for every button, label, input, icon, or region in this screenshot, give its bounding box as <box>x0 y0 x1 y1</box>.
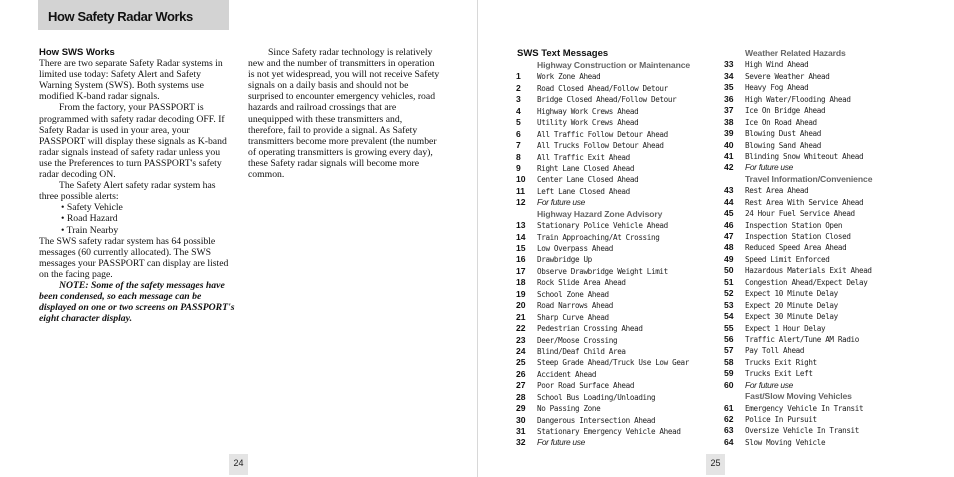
message-number: 46 <box>724 219 734 230</box>
message-row <box>516 277 722 288</box>
category-heading <box>516 60 722 71</box>
message-row <box>724 265 934 276</box>
message-text: Highway Work Crews Ahead <box>537 106 639 116</box>
message-number: 58 <box>724 356 734 367</box>
message-number: 36 <box>724 93 734 104</box>
message-row <box>724 208 934 219</box>
message-number: 37 <box>724 105 734 116</box>
message-row <box>724 162 934 173</box>
message-row <box>724 368 934 379</box>
message-row <box>516 369 722 380</box>
message-row <box>724 242 934 253</box>
message-number: 12 <box>516 197 526 208</box>
message-number: 27 <box>516 380 526 391</box>
message-text: Sharp Curve Ahead <box>537 312 609 322</box>
message-text: 24 Hour Fuel Service Ahead <box>745 209 855 219</box>
message-text: Blind/Deaf Child Area <box>537 346 626 356</box>
message-row <box>724 277 934 288</box>
message-number: 7 <box>516 140 521 151</box>
message-number: 53 <box>724 299 734 310</box>
message-number: 9 <box>516 162 521 173</box>
message-row <box>724 140 934 151</box>
message-text: Observe Drawbridge Weight Limit <box>537 266 668 276</box>
message-number: 41 <box>724 150 734 161</box>
message-row <box>516 94 722 105</box>
left-text-column <box>39 47 235 324</box>
message-text: Ice On Road Ahead <box>745 117 817 127</box>
note-text: NOTE: Some of the safety messages have been condensed, so each message can be displayed on one or two screens on PASSPORT's eight character display. <box>39 279 235 325</box>
message-row <box>724 117 934 128</box>
message-number: 30 <box>516 414 526 425</box>
message-text: Expect 30 Minute Delay <box>745 312 838 322</box>
message-row <box>516 197 722 208</box>
message-text: For future use <box>745 379 793 390</box>
message-number: 33 <box>724 59 734 70</box>
message-row <box>516 380 722 391</box>
message-row <box>724 185 934 196</box>
message-text: Blowing Sand Ahead <box>745 140 821 150</box>
message-row <box>516 335 722 346</box>
message-number: 61 <box>724 402 734 413</box>
message-number: 40 <box>724 139 734 150</box>
message-number: 13 <box>516 220 526 231</box>
middle-text-column <box>248 47 440 180</box>
message-text: Steep Grade Ahead/Truck Use Low Gear <box>537 358 689 368</box>
message-row <box>516 392 722 403</box>
message-text: Hazardous Materials Exit Ahead <box>745 266 872 276</box>
message-row <box>516 106 722 117</box>
message-row <box>724 128 934 139</box>
message-number: 47 <box>724 231 734 241</box>
message-row <box>516 426 722 437</box>
message-row <box>724 311 934 322</box>
message-text: Heavy Fog Ahead <box>745 83 809 93</box>
message-text: Bridge Closed Ahead/Follow Detour <box>537 95 677 105</box>
message-number: 16 <box>516 254 526 265</box>
message-text: Work Zone Ahead <box>537 72 601 82</box>
message-row <box>516 152 722 163</box>
message-number: 17 <box>516 265 526 276</box>
message-row <box>724 59 934 70</box>
message-text: School Bus Loading/Unloading <box>537 392 656 402</box>
message-row <box>724 254 934 265</box>
message-row <box>516 312 722 323</box>
category-heading <box>724 391 934 402</box>
message-text: Deer/Moose Crossing <box>537 335 618 345</box>
message-row <box>724 94 934 105</box>
message-text: Center Lane Closed Ahead <box>537 175 639 185</box>
message-number: 31 <box>516 426 526 436</box>
message-number: 22 <box>516 323 526 334</box>
message-row <box>724 345 934 356</box>
message-number: 19 <box>516 288 526 299</box>
message-number: 51 <box>724 276 734 287</box>
message-row <box>724 425 934 436</box>
message-text: All Trucks Follow Detour Ahead <box>537 141 664 151</box>
message-row <box>516 243 722 254</box>
section-heading: How SWS Works <box>39 47 115 58</box>
page-gutter <box>477 0 478 477</box>
message-row <box>516 71 722 82</box>
message-text: Pay Toll Ahead <box>745 346 805 356</box>
message-text: Expect 1 Hour Delay <box>745 323 826 333</box>
message-text: Inspection Station Open <box>745 220 843 230</box>
message-text: Expect 20 Minute Delay <box>745 300 838 310</box>
message-text: Ice On Bridge Ahead <box>745 106 826 116</box>
category-heading <box>724 48 934 59</box>
message-number: 62 <box>724 414 734 424</box>
page-title: How Safety Radar Works <box>48 9 193 24</box>
message-text: Blowing Dust Ahead <box>745 129 821 139</box>
message-row <box>516 415 722 426</box>
message-text: Stationary Police Vehicle Ahead <box>537 221 668 231</box>
message-row <box>516 174 722 185</box>
message-text: For future use <box>745 162 793 173</box>
message-row <box>516 140 722 151</box>
message-number: 35 <box>724 82 734 93</box>
bullet-item: • Train Nearby <box>61 224 119 236</box>
message-number: 11 <box>516 185 526 196</box>
message-row <box>516 186 722 197</box>
message-text: Rest Area With Service Ahead <box>745 197 864 207</box>
message-text: Inspection Station Closed <box>745 232 851 241</box>
message-row <box>724 197 934 208</box>
message-number: 8 <box>516 151 521 162</box>
message-row <box>724 323 934 334</box>
message-row <box>724 334 934 345</box>
message-text: Left Lane Closed Ahead <box>537 186 630 196</box>
message-number: 24 <box>516 345 526 356</box>
message-number: 6 <box>516 128 521 139</box>
message-number: 34 <box>724 70 734 81</box>
message-text: Low Overpass Ahead <box>537 244 613 253</box>
message-text: All Traffic Exit Ahead <box>537 152 630 162</box>
message-row <box>516 357 722 368</box>
paragraph-alerts: The Safety Alert safety radar system has three possible alerts: <box>39 180 216 203</box>
message-text: For future use <box>537 197 585 208</box>
category-label: Fast/Slow Moving Vehicles <box>745 391 852 402</box>
message-row <box>724 105 934 116</box>
message-text: No Passing Zone <box>537 404 601 414</box>
paragraph-intro: There are two separate Safety Radar systems in limited use today: Safety Alert and Safety Warning System (SWS). Both systems use modified K-band radar signals. <box>39 58 223 103</box>
message-text: Poor Road Surface Ahead <box>537 381 635 391</box>
category-heading <box>516 209 722 220</box>
message-number: 20 <box>516 300 526 311</box>
message-row <box>516 254 722 265</box>
message-row <box>516 346 722 357</box>
paragraph-sws: The SWS safety radar system has 64 possible messages (60 currently allocated). The SWS messages your PASSPORT can display are listed on the facing page. <box>39 235 229 280</box>
message-number: 21 <box>516 311 526 322</box>
message-row <box>516 129 722 140</box>
category-label: Highway Construction or Maintenance <box>537 60 691 70</box>
message-row <box>724 71 934 82</box>
message-number: 23 <box>516 334 526 345</box>
message-number: 44 <box>724 196 734 207</box>
message-number: 5 <box>516 117 521 128</box>
message-number: 50 <box>724 265 734 276</box>
message-text: Rest Area Ahead <box>745 186 809 196</box>
message-row <box>724 300 934 311</box>
message-row <box>516 83 722 94</box>
message-text: Road Closed Ahead/Follow Detour <box>537 83 668 93</box>
message-number: 15 <box>516 243 526 253</box>
page-number-left: 24 <box>229 454 248 475</box>
message-row <box>724 151 934 162</box>
category-label: Travel Information/Convenience <box>745 173 873 184</box>
message-number: 56 <box>724 333 734 344</box>
sws-list-title: SWS Text Messages <box>517 48 609 59</box>
message-text: Trucks Exit Left <box>745 369 813 379</box>
message-number: 29 <box>516 403 526 414</box>
message-text: Rock Slide Area Ahead <box>537 278 626 288</box>
message-text: Accident Ahead <box>537 369 597 379</box>
message-text: High Water/Flooding Ahead <box>745 94 851 104</box>
message-text: Congestion Ahead/Expect Delay <box>745 277 868 287</box>
paragraph-technology: Since Safety radar technology is relatively new and the number of transmitters in operation is not yet widespread, you will not receive Safety signals on a daily basis and should not be surprised to encounter emergency vehicles, road hazards and railroad crossings that are unequipped with these transmitters and, therefore, fail to provide a signal. As Safety transmitters become more prevalent (the number of operating transmitters is growing every day), these Safety radar signals will become more common. <box>248 47 440 181</box>
message-row <box>516 117 722 128</box>
message-number: 25 <box>516 357 526 368</box>
message-number: 63 <box>724 425 734 436</box>
message-number: 55 <box>724 322 734 333</box>
sws-message-list-right <box>724 48 934 448</box>
message-text: Pedestrian Crossing Ahead <box>537 324 643 334</box>
message-number: 38 <box>724 116 734 127</box>
message-number: 49 <box>724 253 734 264</box>
message-row <box>516 300 722 311</box>
message-row <box>724 220 934 231</box>
message-number: 39 <box>724 128 734 139</box>
message-number: 1 <box>516 71 521 82</box>
message-number: 43 <box>724 185 734 196</box>
message-row <box>724 380 934 391</box>
message-row <box>516 437 722 448</box>
message-text: Police In Pursuit <box>745 415 817 424</box>
paragraph-factory: From the factory, your PASSPORT is programmed with safety radar decoding OFF. If Safety Radar is used in your area, your PASSPORT will display these signals as K-band radar signals instead of safety radar unless you use the Preferences to turn PASSPORT's safety radar decoding ON. <box>39 102 227 181</box>
category-label: Highway Hazard Zone Advisory <box>537 208 663 219</box>
sws-message-list-left <box>516 60 722 449</box>
message-text: Emergency Vehicle In Transit <box>745 403 864 413</box>
message-number: 42 <box>724 162 734 173</box>
message-row <box>516 289 722 300</box>
message-text: Slow Moving Vehicle <box>745 437 826 447</box>
message-number: 26 <box>516 368 526 379</box>
message-text: All Traffic Follow Detour Ahead <box>537 129 668 139</box>
message-text: Drawbridge Up <box>537 255 592 265</box>
message-text: Expect 10 Minute Delay <box>745 289 838 299</box>
message-row <box>516 220 722 231</box>
message-number: 4 <box>516 105 521 116</box>
message-row <box>724 403 934 414</box>
message-number: 10 <box>516 174 526 185</box>
page-number-right: 25 <box>706 454 725 475</box>
message-row <box>516 232 722 243</box>
message-row <box>516 323 722 334</box>
message-number: 57 <box>724 345 734 356</box>
message-text: Stationary Emergency Vehicle Ahead <box>537 427 681 436</box>
message-number: 45 <box>724 208 734 219</box>
message-row <box>516 163 722 174</box>
message-text: Train Approaching/At Crossing <box>537 232 660 242</box>
message-row <box>724 288 934 299</box>
message-text: Trucks Exit Right <box>745 357 817 367</box>
message-text: Utility Work Crews Ahead <box>537 118 639 128</box>
message-number: 60 <box>724 379 734 390</box>
message-number: 18 <box>516 277 526 288</box>
message-row <box>724 437 934 448</box>
message-number: 2 <box>516 82 521 93</box>
message-number: 3 <box>516 94 521 105</box>
message-number: 52 <box>724 288 734 299</box>
message-text: Oversize Vehicle In Transit <box>745 426 859 436</box>
message-row <box>516 403 722 414</box>
bullet-item: • Safety Vehicle <box>61 202 123 214</box>
bullet-item: • Road Hazard <box>61 213 118 225</box>
message-text: High Wind Ahead <box>745 60 809 70</box>
message-number: 28 <box>516 391 526 402</box>
message-text: For future use <box>537 437 585 448</box>
message-number: 54 <box>724 311 734 322</box>
message-text: Speed Limit Enforced <box>745 254 830 264</box>
message-number: 14 <box>516 231 526 242</box>
message-row <box>724 82 934 93</box>
message-number: 48 <box>724 242 734 253</box>
message-text: Reduced Speed Area Ahead <box>745 243 847 253</box>
message-row <box>724 414 934 425</box>
message-text: Road Narrows Ahead <box>537 301 613 311</box>
message-text: School Zone Ahead <box>537 289 609 299</box>
message-number: 64 <box>724 436 734 447</box>
category-label: Weather Related Hazards <box>745 48 846 58</box>
message-text: Blinding Snow Whiteout Ahead <box>745 151 864 161</box>
message-text: Severe Weather Ahead <box>745 71 830 81</box>
message-row <box>724 357 934 368</box>
message-number: 59 <box>724 368 734 379</box>
message-text: Traffic Alert/Tune AM Radio <box>745 334 859 344</box>
message-text: Right Lane Closed Ahead <box>537 163 635 173</box>
message-text: Dangerous Intersection Ahead <box>537 415 656 425</box>
message-row <box>516 266 722 277</box>
category-heading <box>724 174 934 185</box>
message-row <box>724 231 934 242</box>
message-number: 32 <box>516 437 526 448</box>
